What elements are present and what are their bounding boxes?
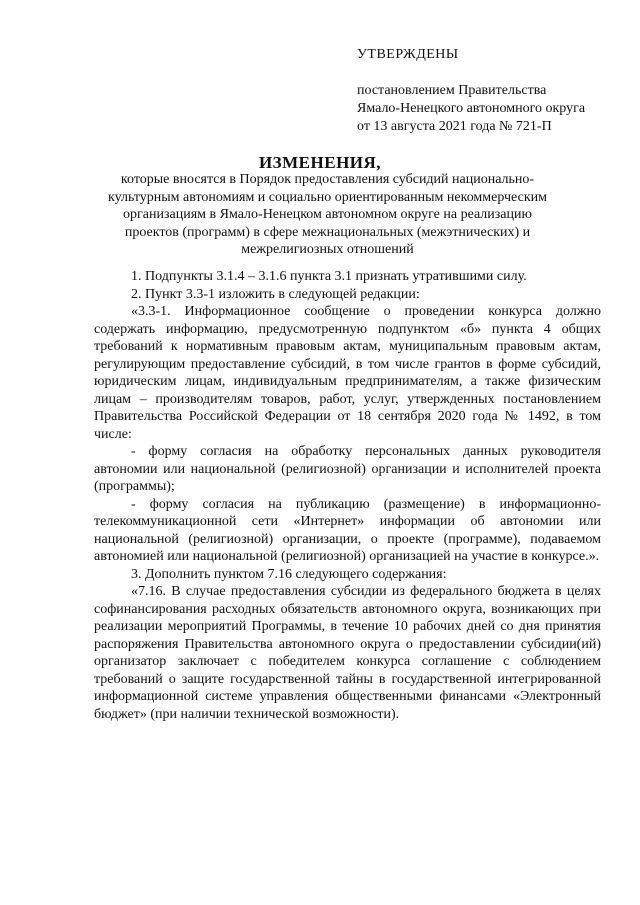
approval-title: УТВЕРЖДЕНЫ — [357, 47, 459, 62]
approval-block — [357, 46, 627, 136]
paragraph: 3. Дополнить пунктом 7.16 следующего содержания: — [131, 566, 447, 582]
approval-line: Ямало-Ненецкого автономного округа — [357, 101, 586, 116]
document-body — [94, 268, 601, 723]
paragraph: 2. Пункт 3.3-1 изложить в следующей редакции: — [131, 286, 420, 302]
paragraph: - форму согласия на обработку персональных данных руководителя автономии или национальной (религиозной) организации и исполнителей проекта (программы); — [94, 444, 601, 494]
paragraph: - форму согласия на публикацию (размещение) в информационно-телекоммуникационной сети «Интернет» информации об автономии или национальной (религиозной) организации, о проекте (программе), подаваемом автономией или национальной (религиозной) организацией на участие в конкурсе.». — [94, 496, 601, 564]
approval-line: постановлением Правительства — [357, 83, 547, 98]
paragraph: «3.3-1. Информационное сообщение о проведении конкурса должно содержать информацию, предусмотренную подпунктом «б» пункта 4 общих требований к нормативным правовым актам, муниципальным правовым актам, регулирующим предоставление субсидий, в том числе грантов в форме субсидий, юридическим лицам, индивидуальным предпринимателям, а также физическим лицам – производителям товаров, работ, услуг, утвержденных постановлением Правительства Российской Федерации от 18 сентября 2020 года № 1492, в том числе: — [94, 304, 601, 442]
document-title: ИЗМЕНЕНИЯ, — [258, 153, 382, 172]
paragraph: 1. Подпункты 3.1.4 – 3.1.6 пункта 3.1 признать утратившими силу. — [131, 269, 527, 284]
document-subtitle: которые вносятся в Порядок предоставления субсидий национально-культурным автономиям и социально ориентированным некоммерческим организациям в Ямало-Ненецком автономном округе на реализацию проектов (программ) в сфере межнациональных (межэтнических) и межрелигиозных отношений — [108, 172, 547, 257]
approval-line: от 13 августа 2021 года № 721-П — [357, 119, 552, 134]
paragraph: «7.16. В случае предоставления субсидии из федерального бюджета в целях софинансирования расходных обязательств автономного округа, возникающих при реализации мероприятий Программы, в течение 10 рабочих дней со дня принятия распоряжения Правительства автономного округа о предоставлении субсидии(ий) организатор заключает с победителем конкурса соглашение с соблюдением требований о защите государственной тайны в государственной интегрированной информационной системе управления общественными финансами «Электронный бюджет» (при наличии технической возможности). — [94, 584, 601, 722]
